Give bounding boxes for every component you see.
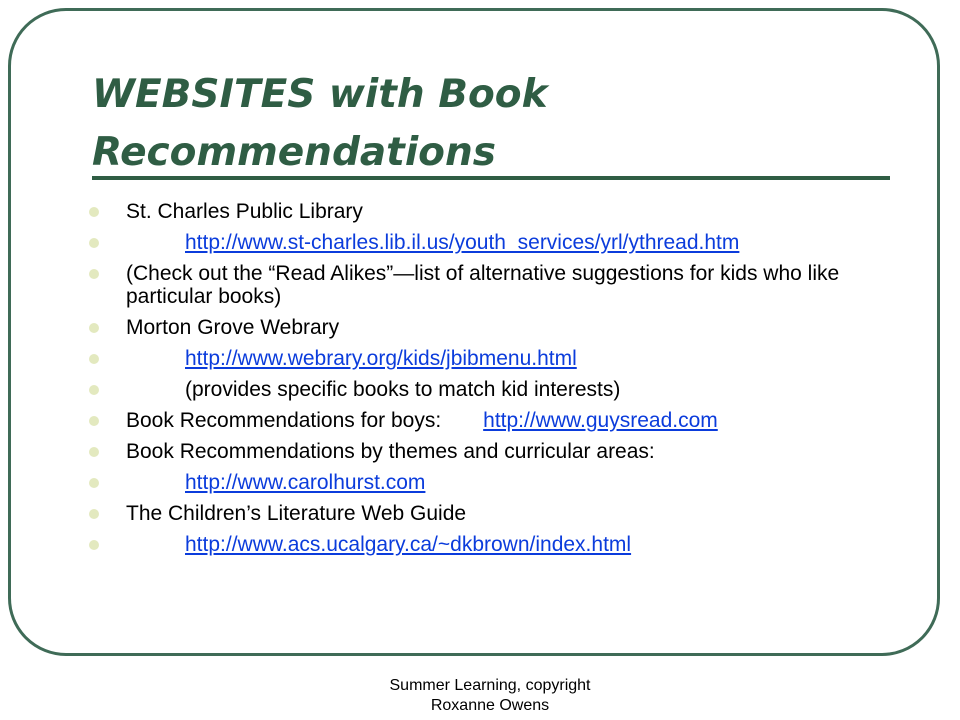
bullet-icon [89,416,99,426]
library-name: St. Charles Public Library [126,200,363,223]
title-divider [92,176,890,180]
list-item [89,409,879,432]
guysread-link[interactable]: http://www.guysread.com [483,409,718,432]
list-item [89,378,879,401]
st-charles-link[interactable]: http://www.st-charles.lib.il.us/youth_services/yrl/ythread.htm [185,231,740,254]
bullet-icon [89,478,99,488]
slide-footer: Summer Learning, copyright Roxanne Owens [389,677,591,714]
carolhurst-link[interactable]: http://www.carolhurst.com [185,471,426,494]
library-name: Morton Grove Webrary [126,316,340,339]
bullet-list [89,200,879,564]
slide-title: WEBSITES with Book Recommendations [92,72,548,175]
bullet-icon [89,354,99,364]
bullet-icon [89,509,99,519]
web-guide-name: The Children’s Literature Web Guide [126,502,467,525]
list-item [89,440,879,463]
bullet-icon [89,540,99,550]
list-item [89,347,879,370]
webrary-note: (provides specific books to match kid interests) [185,378,621,401]
boys-recommendations-label: Book Recommendations for boys: [126,409,442,432]
list-item [89,262,879,308]
list-item [89,316,879,339]
themes-recommendations-label: Book Recommendations by themes and curricular areas: [126,440,655,463]
bullet-icon [89,207,99,217]
bullet-icon [89,269,99,279]
ucalgary-link[interactable]: http://www.acs.ucalgary.ca/~dkbrown/index.html [185,533,632,556]
webrary-link[interactable]: http://www.webrary.org/kids/jbibmenu.html [185,347,577,370]
bullet-icon [89,323,99,333]
read-alikes-note: (Check out the “Read Alikes”—list of alternative suggestions for kids who like particular books) [126,262,840,308]
bullet-icon [89,385,99,395]
list-item [89,502,879,525]
bullet-icon [89,238,99,248]
list-item [89,471,879,494]
list-item [89,200,879,223]
list-item [89,231,879,254]
list-item [89,533,879,556]
bullet-icon [89,447,99,457]
